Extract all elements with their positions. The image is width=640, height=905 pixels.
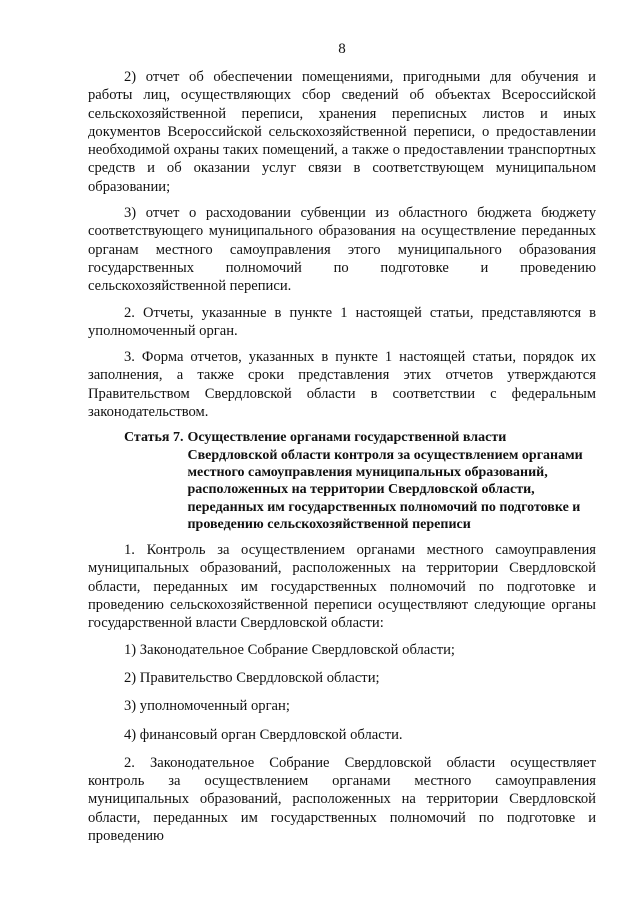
list-item: 1) Законодательное Собрание Свердловской области; <box>124 641 455 658</box>
list-item: 4) финансовый орган Свердловской области. <box>124 726 403 743</box>
article-heading <box>124 429 596 533</box>
paragraph-reports-submission: 2. Отчеты, указанные в пункте 1 настоящей статьи, представляются в уполномоченный орган. <box>88 304 596 339</box>
list-item: 2) Правительство Свердловской области; <box>124 669 380 686</box>
paragraph-item-2-premises-report: 2) отчет об обеспечении помещениями, пригодными для обучения и работы лиц, осуществляющих сбор сведений об объектах Всероссийской сельскохозяйственной переписи, хранения переписных листов и иных документов Всероссийской сельскохозяйственной переписи, о предоставлении необходимой охраны таких помещений, а также о предоставлении транспортных средств и об оказании услуг связи в соответствующем муниципальном образовании; <box>88 69 596 195</box>
article-title: Осуществление органами государственной власти Свердловской области контроля за осуществлением органами местного самоуправления муниципальных образований, расположенных на территории Свердловской области, переданных им государственных полномочий по подготовке и проведению сельскохозяйственной переписи <box>187 430 583 532</box>
paragraph-reports-form: 3. Форма отчетов, указанных в пункте 1 настоящей статьи, порядок их заполнения, а также сроки представления этих отчетов утверждаются Правительством Свердловской области в соответствии с федеральным законодательством. <box>88 349 596 421</box>
list-item: 3) уполномоченный орган; <box>124 698 290 715</box>
paragraph-closing: 2. Законодательное Собрание Свердловской области осуществляет контроль за осуществлением органами местного самоуправления муниципальных образований, расположенных на территории Свердловской области, переданных им государственных полномочий по подготовке и проведению <box>88 754 596 844</box>
page-number: 8 <box>338 41 346 57</box>
paragraph-article-intro: 1. Контроль за осуществлением органами местного самоуправления муниципальных образований, расположенных на территории Свердловской области, переданных им государственных полномочий по подготовке и проведению сельскохозяйственной переписи осуществляют следующие органы государственной власти Свердловской области: <box>88 542 596 632</box>
paragraph-item-3-subvention-report: 3) отчет о расходовании субвенции из областного бюджета бюджету соответствующего муниципального образования на осуществление переданных органам местного самоуправления этого муниципального образования государственных полномочий по подготовке и проведению сельскохозяйственной переписи. <box>88 205 596 295</box>
article-number: Статья 7. <box>124 430 184 446</box>
